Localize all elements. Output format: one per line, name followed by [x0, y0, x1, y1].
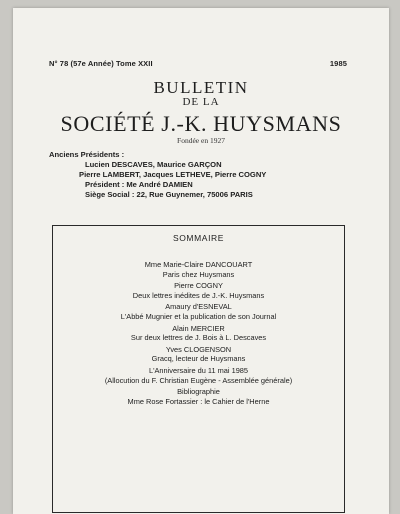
entry-title: (Allocution du F. Christian Eugène - Assemblée générale) — [104, 375, 293, 385]
sommaire-entry — [53, 260, 344, 279]
entry-title: Paris chez Huysmans — [162, 269, 235, 279]
former-presidents-label: Anciens Présidents : — [49, 150, 125, 159]
entry-title: Sur deux lettres de J. Bois à L. Descaves — [130, 333, 267, 343]
entry-title: Mme Rose Fortassier : le Cahier de l'Herne — [127, 396, 270, 406]
current-president: Président : Me André DAMIEN — [85, 180, 193, 189]
former-presidents-line-2: Pierre LAMBERT, Jacques LETHEVE, Pierre COGNY — [79, 170, 267, 179]
entry-author: L'Anniversaire du 11 mai 1985 — [148, 365, 249, 375]
bulletin-cover — [13, 8, 389, 514]
sommaire-entry — [53, 387, 344, 406]
entry-title: Deux lettres inédites de J.-K. Huysmans — [132, 290, 265, 300]
entry-title: Gracq, lecteur de Huysmans — [151, 354, 246, 364]
entry-author: Bibliographie — [177, 387, 220, 397]
founded-note: Fondée en 1927 — [177, 136, 225, 145]
title-society: SOCIÉTÉ J.-K. HUYSMANS — [60, 111, 342, 136]
sommaire-box — [52, 225, 345, 513]
entry-title: L'Abbé Mugnier et la publication de son Journal — [120, 311, 277, 321]
sommaire-entries — [53, 260, 344, 408]
issue-year: 1985 — [329, 59, 347, 68]
entry-author: Mme Marie-Claire DANCOUART — [144, 260, 253, 269]
title-bulletin: BULLETIN — [153, 78, 249, 97]
former-presidents-line-1: Lucien DESCAVES, Maurice GARÇON — [85, 160, 222, 169]
sommaire-entry — [53, 281, 344, 300]
registered-office: Siège Social : 22, Rue Guynemer, 75006 PARIS — [85, 190, 253, 199]
sommaire-entry — [53, 324, 344, 343]
sommaire-entry — [53, 302, 344, 321]
entry-author: Alain MERCIER — [172, 323, 225, 333]
entry-author: Amaury d'ESNEVAL — [165, 302, 232, 312]
entry-author: Yves CLOGENSON — [165, 344, 232, 354]
issue-number: N° 78 (57e Année) Tome XXII — [49, 59, 153, 68]
title-de-la: DE LA — [182, 96, 220, 108]
issue-line — [49, 59, 347, 68]
sommaire-entry — [53, 366, 344, 385]
sommaire-title: SOMMAIRE — [172, 233, 225, 243]
entry-author: Pierre COGNY — [174, 281, 223, 291]
sommaire-entry — [53, 345, 344, 364]
presidents-block — [49, 150, 359, 200]
